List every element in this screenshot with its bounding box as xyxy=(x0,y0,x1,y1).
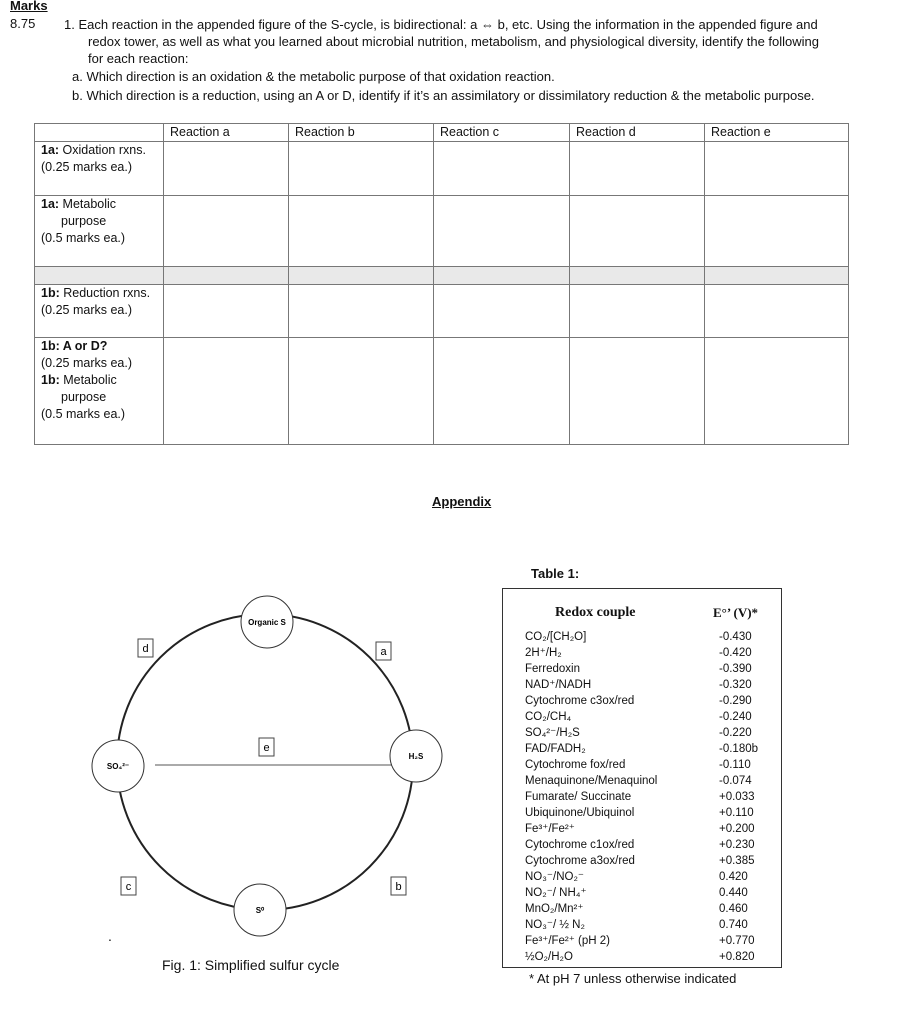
node-s0-label: S⁰ xyxy=(255,906,265,915)
table-row-reduction xyxy=(35,285,849,338)
row-marks: (0.25 marks ea.) xyxy=(41,303,133,317)
answer-cell[interactable] xyxy=(289,285,434,338)
table-header-e: Reaction e xyxy=(705,124,849,142)
redox-couple: Fe³⁺/Fe²⁺ xyxy=(525,823,575,835)
label-a: a xyxy=(380,646,387,658)
redox-potential: -0.074 xyxy=(719,775,752,787)
label-box-d xyxy=(138,639,153,657)
redox-couple: NO₃⁻/NO₂⁻ xyxy=(525,871,584,883)
table-header-c: Reaction c xyxy=(434,124,570,142)
answer-cell[interactable] xyxy=(289,338,434,445)
redox-couple: Fumarate/ Succinate xyxy=(525,791,632,803)
redox-potential: 0.420 xyxy=(719,871,748,883)
label-box-a xyxy=(376,642,391,660)
cycle-circle xyxy=(117,614,413,910)
redox-couple: FAD/FADH₂ xyxy=(525,743,586,755)
separator-cell xyxy=(705,267,849,285)
redox-couple: Cytochrome c1ox/red xyxy=(525,839,635,851)
node-organic-s xyxy=(241,596,293,648)
question-part-b: b. Which direction is a reduction, using an A or D, identify if it’s an assimilatory or dissimilatory reduction & the metabolic purpose. xyxy=(72,88,815,103)
redox-row xyxy=(525,773,771,789)
label-box-c xyxy=(121,877,136,895)
node-so4-label: SO₄²⁻ xyxy=(106,762,130,771)
appendix-title: Appendix xyxy=(432,494,492,509)
marks-heading: Marks xyxy=(10,0,48,13)
node-organic-label: Organic S xyxy=(248,618,286,627)
redox-potential: -0.110 xyxy=(719,759,751,771)
row-prefix: 1b: xyxy=(41,373,60,387)
redox-potential: +0.385 xyxy=(719,855,755,867)
answer-cell[interactable] xyxy=(289,196,434,267)
answer-cell[interactable] xyxy=(434,142,570,196)
question-line-2: redox tower, as well as what you learned about microbial nutrition, metabolism, and physiological diversity, identify the following xyxy=(88,34,820,49)
answer-cell[interactable] xyxy=(705,142,849,196)
redox-potential: -0.220 xyxy=(719,727,752,739)
separator-cell xyxy=(570,267,705,285)
node-h2s-label: H₂S xyxy=(408,752,424,761)
question-line-3: for each reaction: xyxy=(88,51,189,66)
redox-potential: -0.240 xyxy=(719,711,752,723)
row-label-oxidation xyxy=(35,142,164,196)
table-row-oxidation xyxy=(35,142,849,196)
separator-cell xyxy=(289,267,434,285)
table-row-ox-purpose xyxy=(35,196,849,267)
redox-row xyxy=(525,741,771,757)
redox-potential: -0.420 xyxy=(719,647,752,659)
redox-row xyxy=(525,725,771,741)
label-d: d xyxy=(142,643,149,655)
redox-row xyxy=(525,885,771,901)
redox-row xyxy=(525,837,771,853)
redox-row xyxy=(525,853,771,869)
row-prefix: 1b: xyxy=(41,339,60,353)
redox-potential: +0.770 xyxy=(719,935,755,947)
row-label-reduction xyxy=(35,285,164,338)
redox-couple: Menaquinone/Menaquinol xyxy=(525,775,658,787)
redox-footnote: * At pH 7 unless otherwise indicated xyxy=(529,971,737,986)
separator-cell xyxy=(35,267,164,285)
redox-couple: Fe³⁺/Fe²⁺ (pH 2) xyxy=(525,935,610,947)
redox-couple: CO₂/[CH₂O] xyxy=(525,631,587,643)
table1-title: Table 1: xyxy=(531,566,580,581)
redox-row xyxy=(525,709,771,725)
reaction-table xyxy=(34,123,849,445)
question-text xyxy=(64,16,894,67)
answer-cell[interactable] xyxy=(705,285,849,338)
redox-potential: 0.460 xyxy=(719,903,748,915)
answer-cell[interactable] xyxy=(289,142,434,196)
label-box-e xyxy=(259,738,274,756)
redox-couple: SO₄²⁻/H₂S xyxy=(525,727,580,739)
node-so4 xyxy=(92,740,144,792)
redox-row xyxy=(525,949,771,965)
row-marks: (0.5 marks ea.) xyxy=(41,231,126,245)
row-title: A or D? xyxy=(59,339,108,353)
redox-couple: Cytochrome c3ox/red xyxy=(525,695,635,707)
redox-couple: 2H⁺/H₂ xyxy=(525,647,562,659)
redox-couple: MnO₂/Mn²⁺ xyxy=(525,903,584,915)
redox-couple: Ferredoxin xyxy=(525,663,580,675)
row-marks: (0.25 marks ea.) xyxy=(41,356,133,370)
node-h2s xyxy=(390,730,442,782)
answer-cell[interactable] xyxy=(570,142,705,196)
redox-row xyxy=(525,693,771,709)
table-separator-row xyxy=(35,267,849,285)
stray-dot: . xyxy=(108,928,112,944)
answer-cell[interactable] xyxy=(434,338,570,445)
redox-row xyxy=(525,629,771,645)
row-label-ox-purpose xyxy=(35,196,164,267)
table-header-blank xyxy=(35,124,164,142)
label-c: c xyxy=(125,881,132,893)
redox-row xyxy=(525,933,771,949)
answer-cell[interactable] xyxy=(164,142,289,196)
redox-row xyxy=(525,677,771,693)
row-marks: (0.25 marks ea.) xyxy=(41,160,133,174)
redox-rows xyxy=(525,629,771,965)
table-header-a: Reaction a xyxy=(164,124,289,142)
separator-cell xyxy=(164,267,289,285)
question-line-1: 1. Each reaction in the appended figure of the S-cycle, is bidirectional: a ⇔ b, etc. Using the information in the appended figure and xyxy=(64,17,818,32)
redox-potential: +0.820 xyxy=(719,951,755,963)
answer-cell[interactable] xyxy=(570,285,705,338)
redox-potential: +0.230 xyxy=(719,839,755,851)
redox-potential: -0.180b xyxy=(719,743,759,755)
table-header-b: Reaction b xyxy=(289,124,434,142)
row-prefix: 1a: xyxy=(41,143,60,157)
answer-cell[interactable] xyxy=(164,196,289,267)
redox-potential: 0.740 xyxy=(719,919,748,931)
redox-couple: NO₂⁻/ NH₄⁺ xyxy=(525,887,587,899)
marks-value: 8.75 xyxy=(10,16,36,31)
sulfur-cycle-diagram xyxy=(60,590,480,950)
answer-cell[interactable] xyxy=(164,285,289,338)
redox-row xyxy=(525,917,771,933)
redox-couple: NO₃⁻/ ½ N₂ xyxy=(525,919,585,931)
redox-couple: ½O₂/H₂O xyxy=(525,951,573,963)
redox-col-couple: Redox couple xyxy=(555,605,636,620)
row-title: Oxidation rxns. xyxy=(59,143,146,157)
redox-potential: +0.110 xyxy=(719,807,754,819)
redox-couple: NAD⁺/NADH xyxy=(525,679,592,691)
answer-cell[interactable] xyxy=(164,338,289,445)
redox-potential: +0.200 xyxy=(719,823,755,835)
redox-row xyxy=(525,661,771,677)
redox-couple: Cytochrome a3ox/red xyxy=(525,855,635,867)
answer-cell[interactable] xyxy=(570,196,705,267)
table-header-d: Reaction d xyxy=(570,124,705,142)
redox-potential: -0.430 xyxy=(719,631,752,643)
question-part-a: a. Which direction is an oxidation & the metabolic purpose of that oxidation reaction. xyxy=(72,69,555,84)
row-label-a-or-d xyxy=(35,338,164,445)
redox-couple: Ubiquinone/Ubiquinol xyxy=(525,807,635,819)
answer-cell[interactable] xyxy=(705,338,849,445)
answer-cell[interactable] xyxy=(570,338,705,445)
row-title-cont: purpose xyxy=(61,214,107,228)
label-b: b xyxy=(395,881,402,893)
row-prefix: 1b: xyxy=(41,286,60,300)
row-title: Metabolic xyxy=(59,197,117,211)
redox-row xyxy=(525,789,771,805)
redox-row xyxy=(525,901,771,917)
redox-potential: -0.290 xyxy=(719,695,752,707)
label-box-b xyxy=(391,877,406,895)
redox-row xyxy=(525,805,771,821)
redox-row xyxy=(525,821,771,837)
answer-cell[interactable] xyxy=(705,196,849,267)
row-marks-2: (0.5 marks ea.) xyxy=(41,407,126,421)
figure-caption: Fig. 1: Simplified sulfur cycle xyxy=(162,957,340,973)
row-title: Reduction rxns. xyxy=(59,286,151,300)
redox-couple: Cytochrome fox/red xyxy=(525,759,626,771)
table-row-a-or-d xyxy=(35,338,849,445)
redox-row xyxy=(525,869,771,885)
redox-couple: CO₂/CH₄ xyxy=(525,711,572,723)
separator-cell xyxy=(434,267,570,285)
redox-col-potential: E°’ (V)* xyxy=(713,605,759,620)
row-title-2: Metabolic xyxy=(59,373,117,387)
row-title-cont: purpose xyxy=(61,390,107,404)
table-header-row xyxy=(35,124,849,142)
redox-potential: -0.320 xyxy=(719,679,752,691)
node-s0 xyxy=(234,884,286,936)
redox-table xyxy=(502,588,782,968)
redox-potential: 0.440 xyxy=(719,887,748,899)
label-e: e xyxy=(263,742,270,754)
row-prefix: 1a: xyxy=(41,197,60,211)
redox-row xyxy=(525,645,771,661)
redox-row xyxy=(525,757,771,773)
redox-potential: +0.033 xyxy=(719,791,755,803)
answer-cell[interactable] xyxy=(434,196,570,267)
answer-cell[interactable] xyxy=(434,285,570,338)
redox-potential: -0.390 xyxy=(719,663,752,675)
